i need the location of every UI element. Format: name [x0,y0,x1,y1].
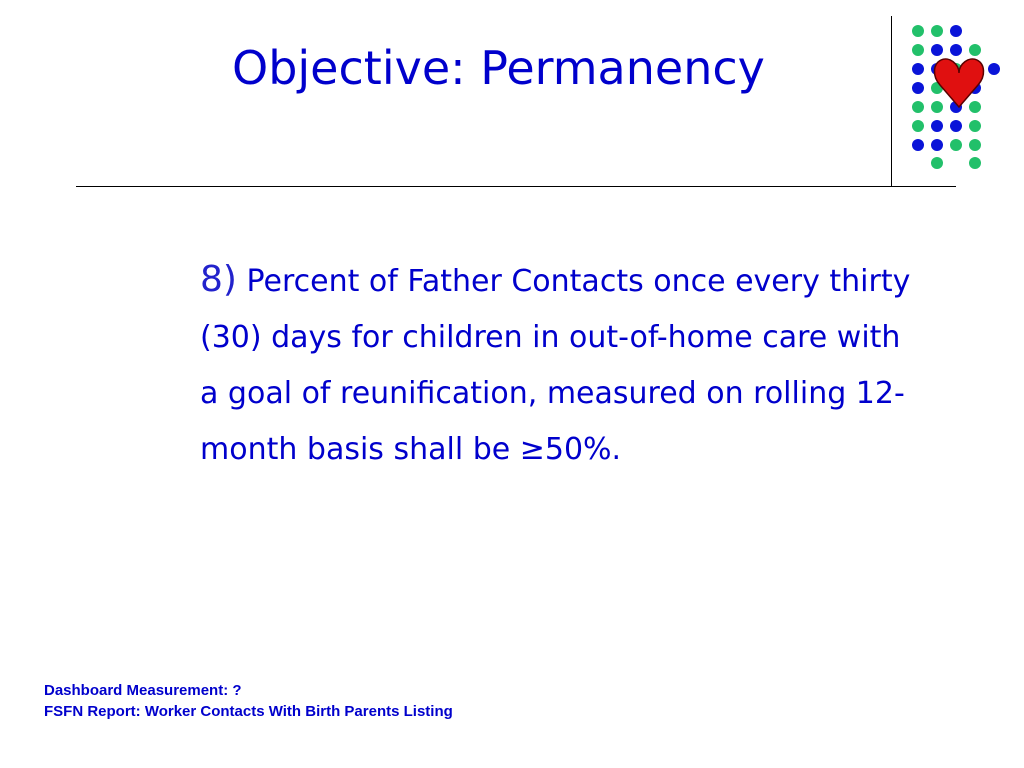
item-text: Percent of Father Contacts once every thirty (30) days for children in out-of-home care with a goal of reunification, measured on rolling 12-month basis shall be ≥50%. [200,264,911,467]
footer [44,680,453,722]
footer-dashboard-measurement: Dashboard Measurement: ? [44,682,242,699]
item-number: 8) [200,259,237,300]
vertical-divider [891,16,892,186]
slide-title: Objective: Permanency [232,41,765,95]
footer-fsfn-report: FSFN Report: Worker Contacts With Birth Parents Listing [44,703,453,720]
title-divider [76,186,956,187]
objective-item [200,252,920,478]
dot-grid-decoration [900,18,1010,178]
